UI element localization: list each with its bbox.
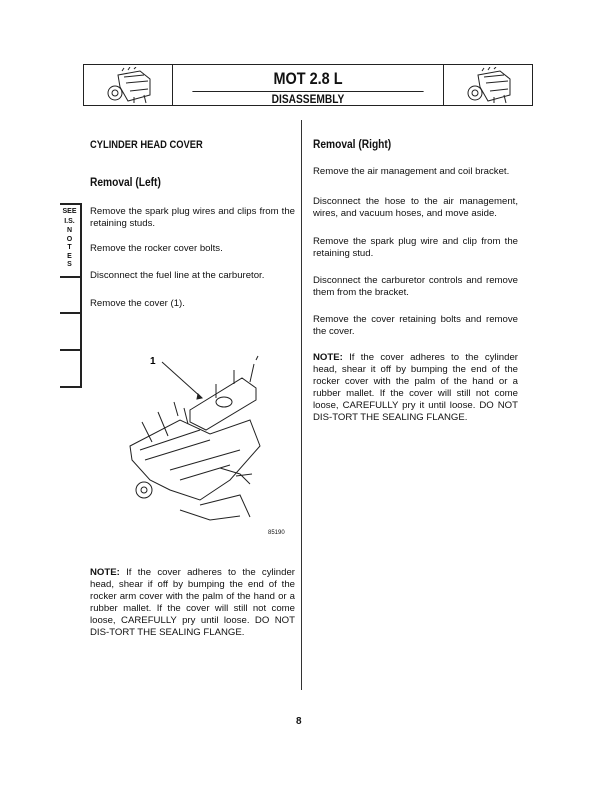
page-number: 8 xyxy=(296,716,302,727)
margin-note-letter: S xyxy=(67,261,72,268)
right-step: Remove the cover retaining bolts and remove the cover. xyxy=(313,314,518,337)
right-step: Remove the spark plug wire and clip from the retaining stud. xyxy=(313,236,518,259)
page-subtitle: DISASSEMBLY xyxy=(271,92,345,106)
note-label: NOTE: xyxy=(313,352,343,363)
margin-tick xyxy=(60,312,81,314)
left-note xyxy=(90,567,295,639)
margin-note-letter: N xyxy=(66,227,73,234)
right-step: Disconnect the hose to the air management, wires, and vacuum hoses, and move aside. xyxy=(313,196,518,219)
left-step: Remove the rocker cover bolts. xyxy=(90,243,223,254)
engine-icon xyxy=(104,67,154,105)
right-subheading: Removal (Right) xyxy=(313,137,392,151)
column-divider xyxy=(301,120,302,690)
engine-figure xyxy=(110,350,290,540)
note-text: If the cover adheres to the cylinder head, shear it off by bumping the end of the rocker cover with the palm of the hand or a rubber mallet. If the cover will still not come loose, CAREFULLY pry it until loose. DO NOT DIS-TORT THE SEALING FLANGE. xyxy=(313,352,518,423)
right-step: Remove the air management and coil bracket. xyxy=(313,166,510,177)
left-step: Disconnect the fuel line at the carburetor. xyxy=(90,270,265,281)
margin-tick xyxy=(60,349,81,351)
engine-thumbnail-left xyxy=(84,65,173,105)
margin-note-letter: T xyxy=(67,244,72,251)
note-text: If the cover adheres to the cylinder head, shear if off by bumping the end of the rocker arm cover with the palm of the hand or a rubber mallet. If the cover will still not come loose, CAREFULLY pry until loose. DO NOT DIS-TORT THE SEALING FLANGE. xyxy=(90,567,295,638)
left-step: Remove the spark plug wires and clips from the retaining studs. xyxy=(90,206,295,229)
see-is-notes xyxy=(60,207,79,270)
section-title: CYLINDER HEAD COVER xyxy=(90,139,203,151)
engine-thumbnail-right xyxy=(443,65,532,105)
figure-callout: 1 xyxy=(150,356,156,367)
margin-tick xyxy=(60,276,81,278)
note-label: NOTE: xyxy=(90,567,120,578)
margin-rule xyxy=(80,203,82,388)
page-header xyxy=(83,64,533,106)
margin-tick xyxy=(60,203,81,205)
left-step: Remove the cover (1). xyxy=(90,298,185,309)
margin-note-letter: E xyxy=(67,252,72,260)
engine-icon xyxy=(464,67,514,105)
right-note xyxy=(313,352,518,424)
left-subheading: Removal (Left) xyxy=(90,175,161,189)
margin-note-letter: O xyxy=(66,235,73,243)
margin-note-text: SEE xyxy=(62,208,77,215)
figure-number: 85190 xyxy=(268,530,285,536)
page-title: MOT 2.8 L xyxy=(192,65,423,92)
margin-note-text: I.S. xyxy=(64,217,75,225)
right-step: Disconnect the carburetor controls and remove them from the bracket. xyxy=(313,275,518,298)
margin-tick xyxy=(60,386,81,388)
engine-illustration xyxy=(110,350,290,530)
